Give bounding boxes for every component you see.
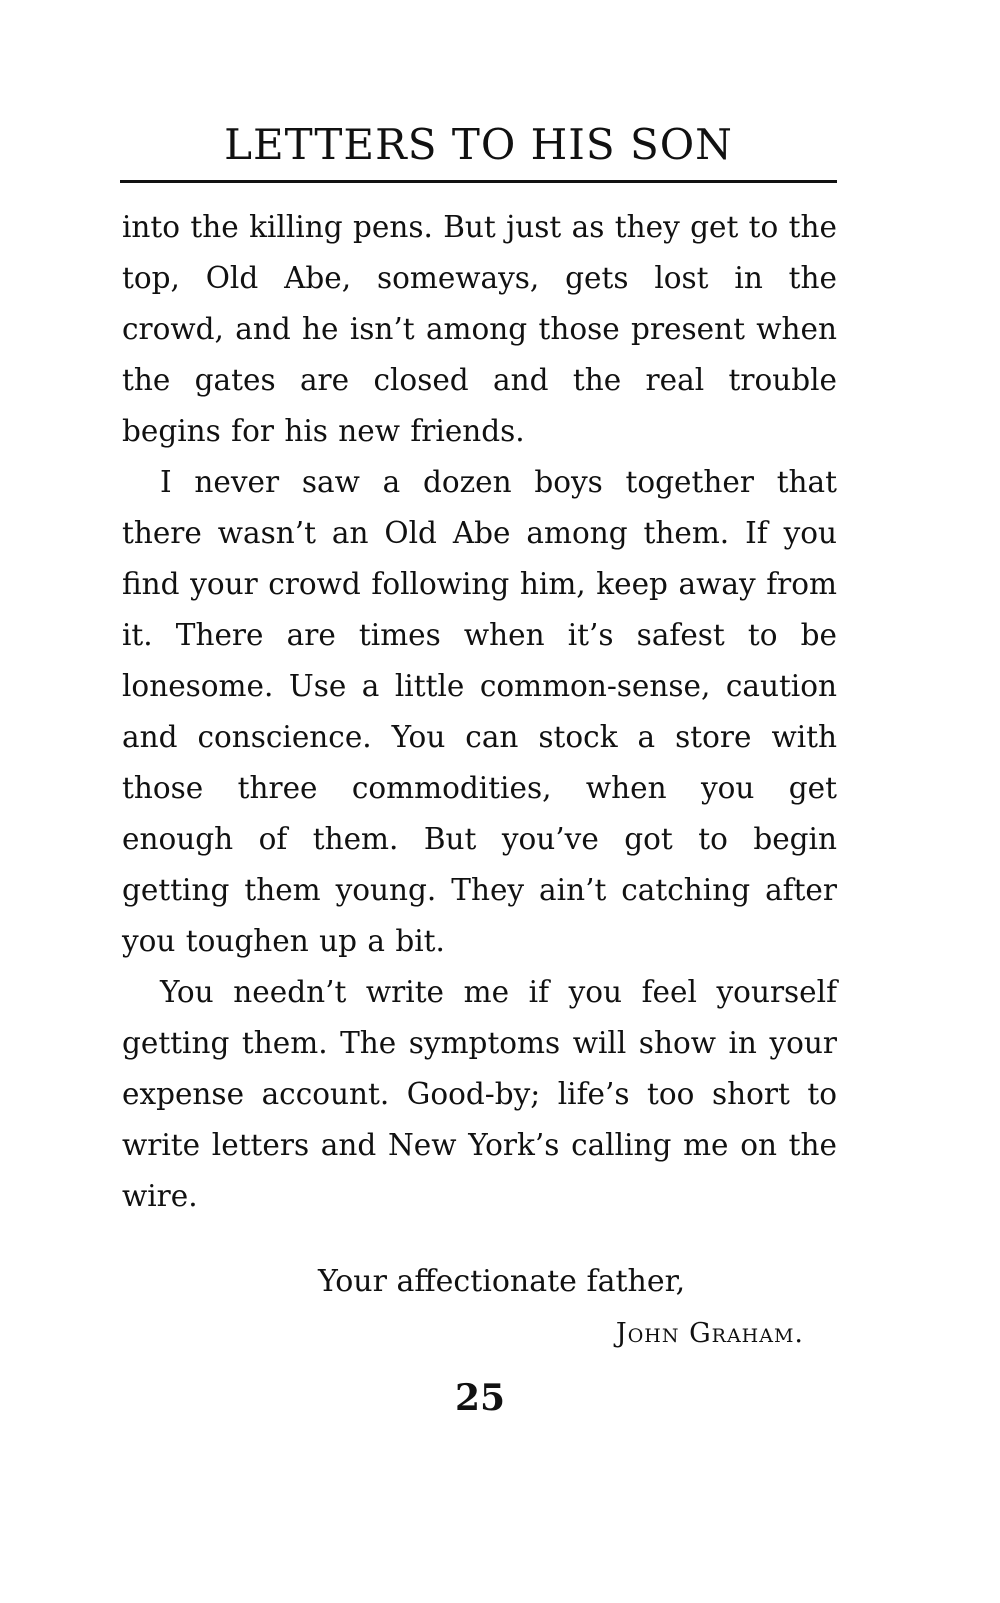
paragraph-2: I never saw a dozen boys together that there wasn’t an Old Abe among them. If you find your crowd following him, keep away from it. There are times when it’s safest to be lonesome. Use a little common-sense, caution and conscience. You can stock a store with those three commodities, when you get enough of them. But you’ve got to begin getting them young. They ain’t catching after you toughen up a bit. [122,465,837,958]
header-rule [120,180,837,183]
running-head: LETTERS TO HIS SON [224,120,733,169]
letter-signature: John Graham. [615,1318,804,1349]
paragraph-3: You needn’t write me if you feel yourself getting them. The symptoms will show in your expense account. Good-by; life’s too short to write letters and New York’s calling me on the wire. [122,975,837,1213]
body-text [122,202,837,1222]
page-number: 25 [454,1377,506,1419]
letter-closing: Your affectionate father, [318,1264,686,1299]
paragraph-1: into the killing pens. But just as they get to the top, Old Abe, someways, gets lost in the crowd, and he isn’t among those present when the gates are closed and the real trouble begins for his new friends. [122,210,837,448]
